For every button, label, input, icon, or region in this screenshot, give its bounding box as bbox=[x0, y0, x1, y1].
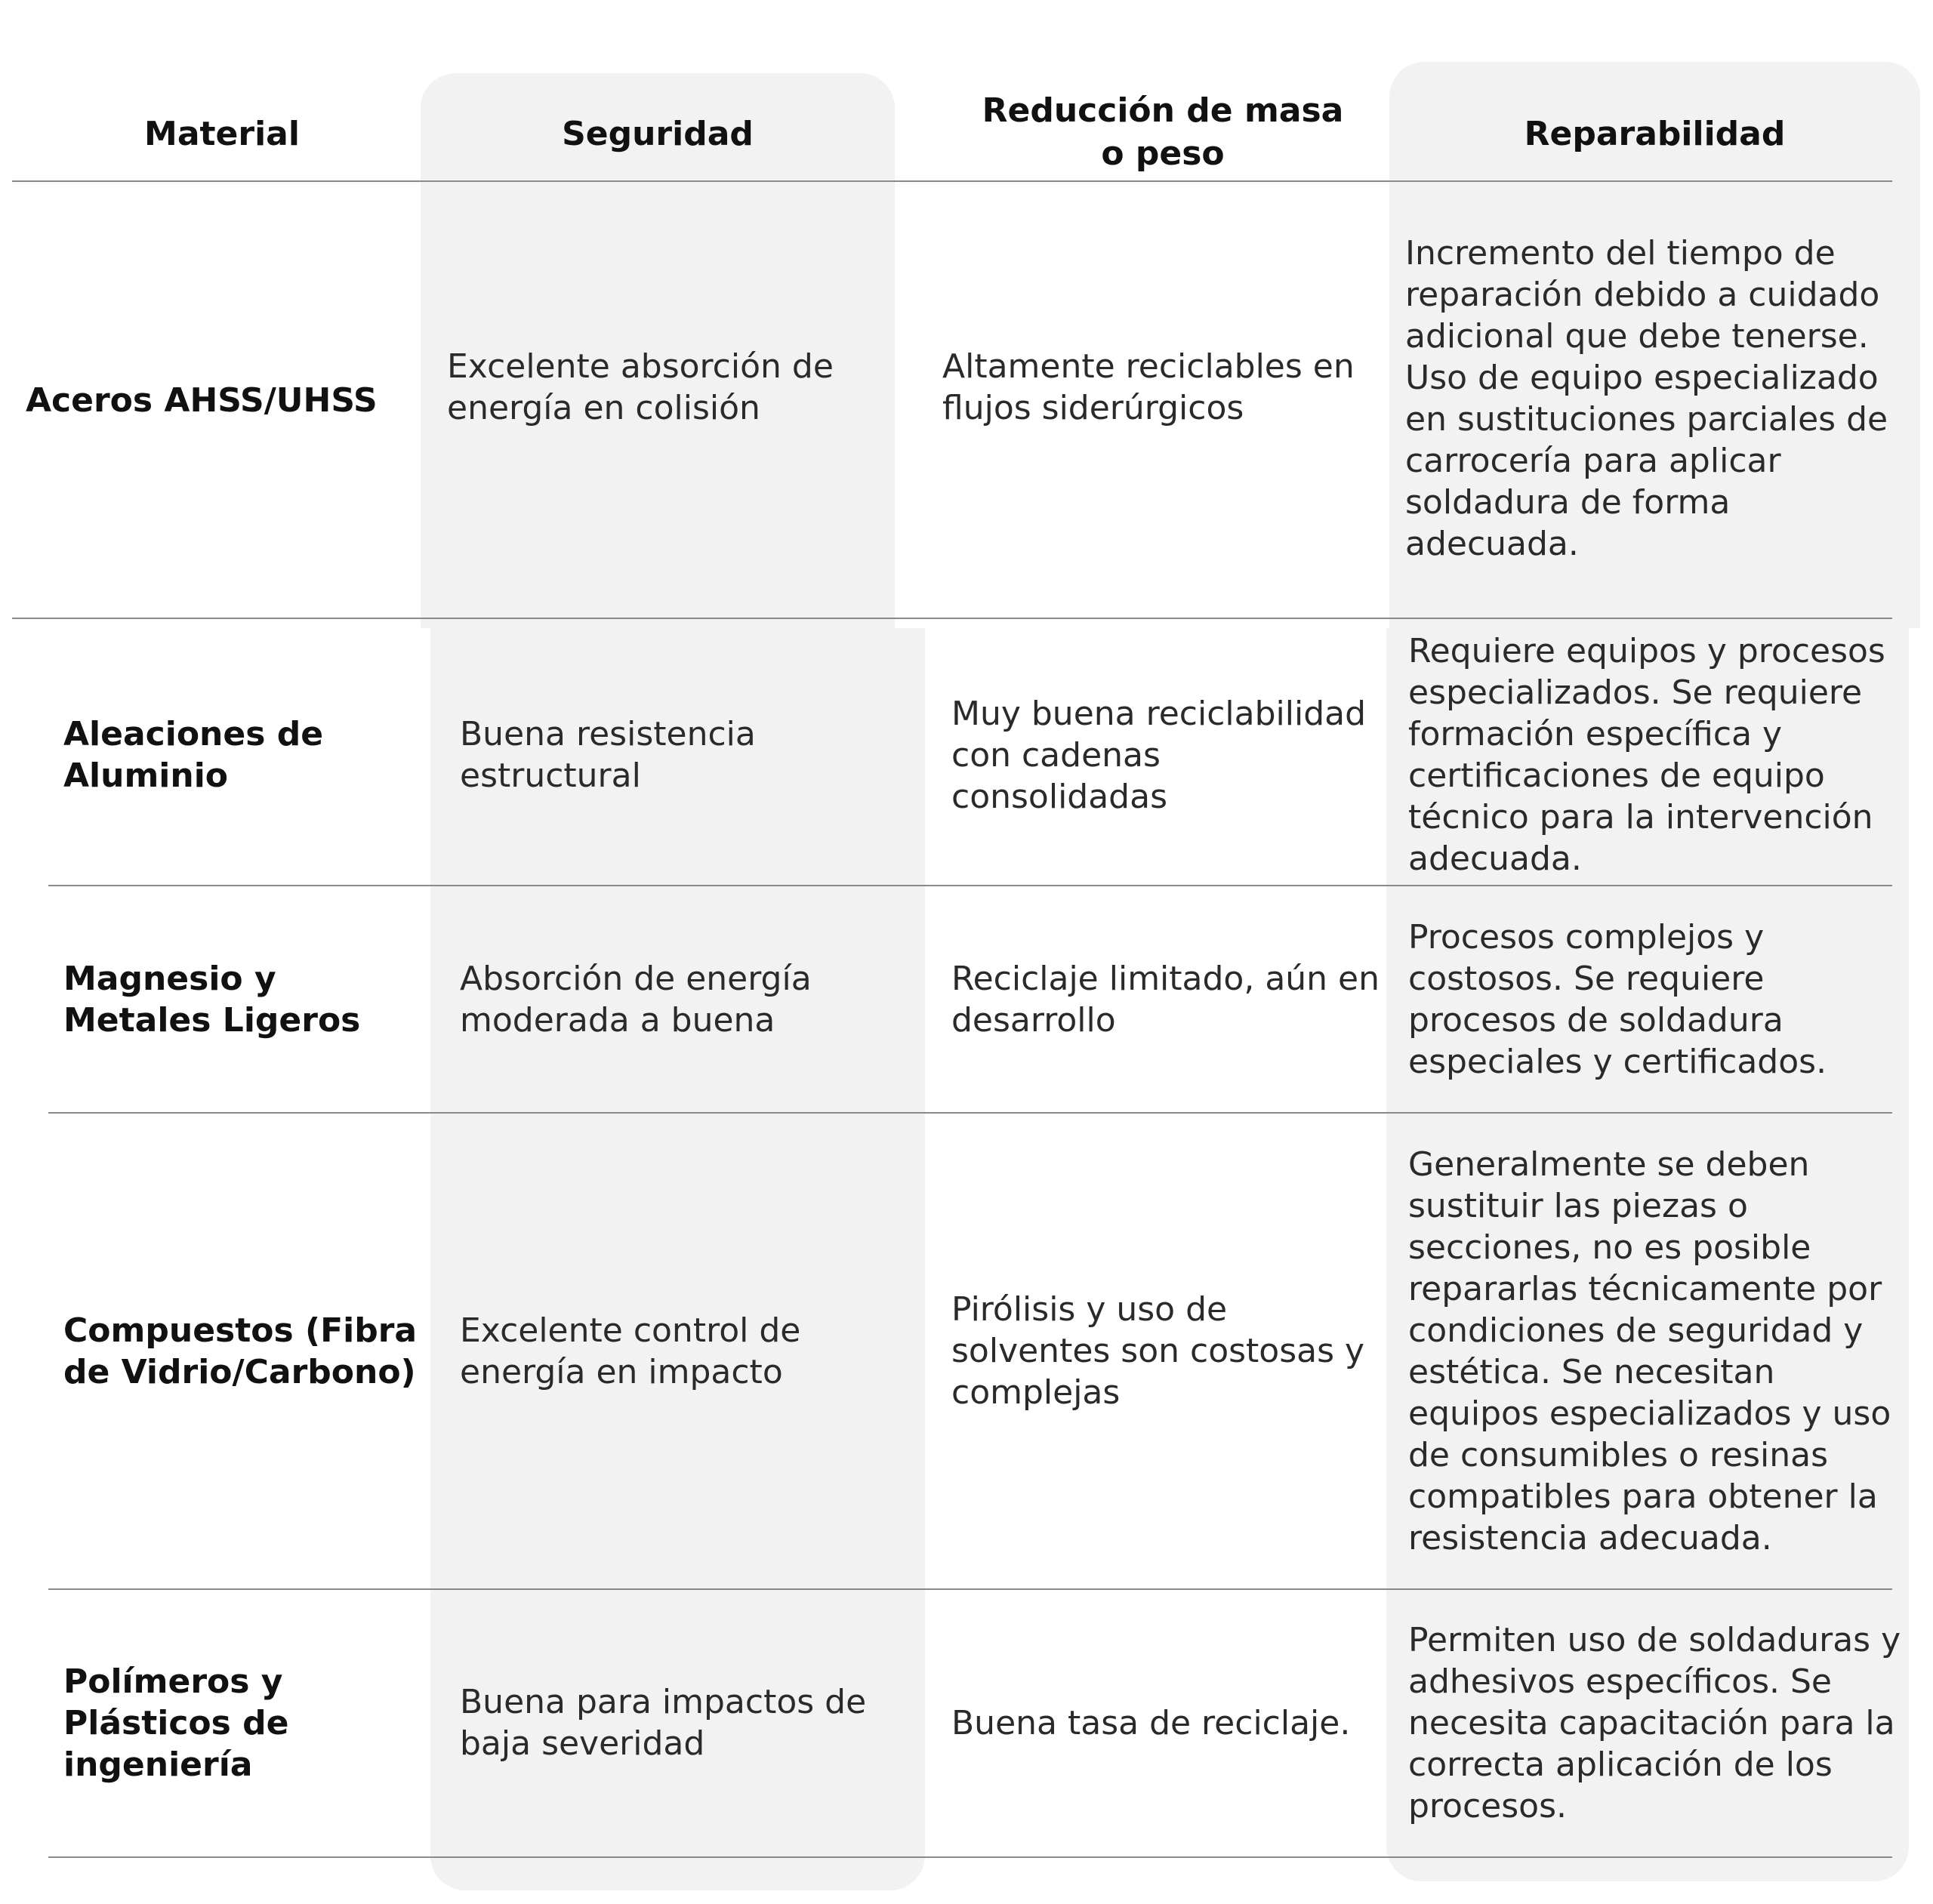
row-2-reduccion: Muy buena reciclabilidad con cadenas consolidadas bbox=[951, 694, 1367, 816]
row-2-reparabilidad: Requiere equipos y procesos especializados. Se requiere formación específica y certificaciones de equipo técnico para la intervención adecuada. bbox=[1408, 632, 1885, 878]
row-1-material: Aceros AHSS/UHSS bbox=[26, 380, 378, 420]
header-reduccion: Reducción de masa o peso bbox=[982, 91, 1344, 173]
row-4-reduccion: Pirólisis y uso de solventes son costosas y complejas bbox=[951, 1290, 1365, 1412]
row-1-reduccion: Altamente reciclables en flujos siderúrgicos bbox=[942, 347, 1355, 427]
row-4-material: Compuestos (Fibra de Vidrio/Carbono) bbox=[63, 1311, 418, 1391]
row-2-material: Aleaciones de Aluminio bbox=[63, 715, 324, 795]
row-1-rule bbox=[12, 618, 1892, 619]
row-2-rule bbox=[48, 885, 1892, 886]
row-3-seguridad: Absorción de energía moderada a buena bbox=[460, 959, 812, 1040]
row-1-seguridad: Excelente absorción de energía en colisión bbox=[447, 347, 834, 427]
row-4-rule bbox=[48, 1588, 1892, 1590]
row-3-material: Magnesio y Metales Ligeros bbox=[63, 959, 361, 1040]
row-5-seguridad: Buena para impactos de baja severidad bbox=[460, 1683, 867, 1763]
header-material: Material bbox=[144, 114, 300, 153]
header-seguridad: Seguridad bbox=[562, 114, 754, 153]
row-2-seguridad: Buena resistencia estructural bbox=[460, 715, 756, 795]
row-4-reparabilidad: Generalmente se deben sustituir las piezas o secciones, no es posible repararlas técnicamente por condiciones de seguridad y estética. Se necesitan equipos especializados y uso de consumibles o resinas compatibles para obtener la resistencia adecuada. bbox=[1408, 1145, 1891, 1557]
header-reparabilidad: Reparabilidad bbox=[1524, 114, 1786, 153]
row-3-rule bbox=[48, 1112, 1892, 1114]
row-4-seguridad: Excelente control de energía en impacto bbox=[460, 1311, 801, 1391]
row-1-reparabilidad: Incremento del tiempo de reparación debido a cuidado adicional que debe tenerse. Uso de equipo especializado en sustituciones parciales de carrocería para aplicar soldadura de forma adecuada. bbox=[1405, 233, 1888, 563]
row-5-material: Polímeros y Plásticos de ingeniería bbox=[63, 1662, 289, 1784]
row-5-reparabilidad: Permiten uso de soldaduras y adhesivos específicos. Se necesita capacitación para la correcta aplicación de los procesos. bbox=[1408, 1620, 1901, 1825]
header-rule bbox=[12, 180, 1892, 182]
row-5-rule bbox=[48, 1856, 1892, 1858]
row-3-reduccion: Reciclaje limitado, aún en desarrollo bbox=[951, 959, 1380, 1040]
row-5-reduccion: Buena tasa de reciclaje. bbox=[951, 1703, 1351, 1742]
row-3-reparabilidad: Procesos complejos y costosos. Se requiere procesos de soldadura especiales y certificados. bbox=[1408, 917, 1827, 1081]
